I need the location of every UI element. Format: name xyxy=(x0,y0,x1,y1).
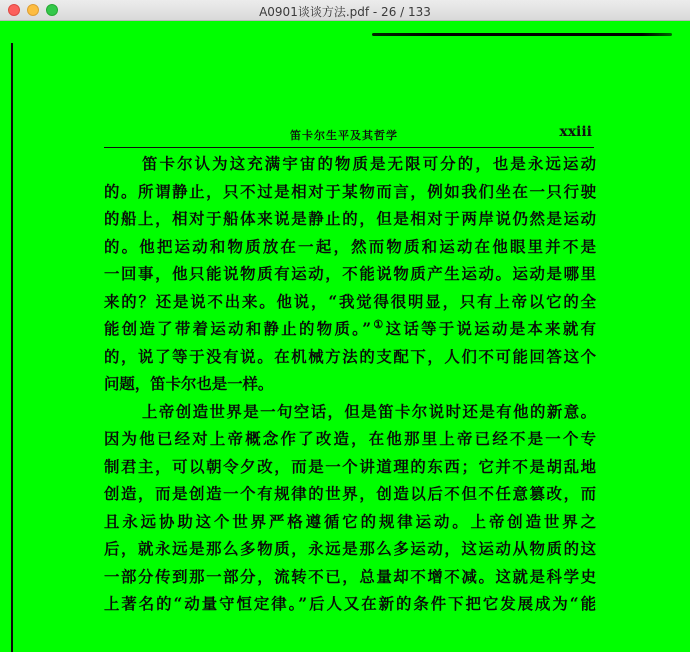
text-segment: 这话等于说运动是本来就有 xyxy=(385,320,596,338)
text-line: 创造，而是创造一个有规律的世界，创造以后不但不任意篡改，而 xyxy=(104,485,596,503)
text-line: 且永远协助这个世界严格遵循它的规律运动。上帝创造世界之 xyxy=(104,512,596,531)
text-line: 因为他已经对上帝概念作了改造，在他那里上帝已经不是一个专 xyxy=(104,430,596,448)
window-title: A0901谈谈方法.pdf - 26 / 133 xyxy=(259,5,431,19)
text-line: 的。他把运动和物质放在一起，然而物质和运动在他眼里并不是 xyxy=(104,237,596,256)
body-text xyxy=(104,151,596,619)
text-line: 一回事，他只能说物质有运动，不能说物质产生运动。运动是哪里 xyxy=(104,265,596,283)
text-segment: 能创造了带着运动和静止的物质。” xyxy=(104,320,372,338)
scan-artifact-stroke xyxy=(372,33,672,36)
text-line: 上帝创造世界是一句空话，但是笛卡尔说时还是有他的新意。 xyxy=(142,402,596,421)
text-line: 的，说了等于没有说。在机械方法的支配下，人们不可能回答这个 xyxy=(104,347,596,366)
running-header-title: 笛卡尔生平及其哲学 xyxy=(290,129,398,142)
text-line: 的船上，相对于船体来说是静止的，但是相对于两岸说仍然是运动 xyxy=(104,210,596,228)
title-bar[interactable] xyxy=(0,0,690,21)
pdf-page[interactable] xyxy=(0,21,690,652)
text-line: 制君主，可以朝令夕改，而是一个讲道理的东西；它并不是胡乱地 xyxy=(104,457,596,476)
text-line: 问题，笛卡尔也是一样。 xyxy=(104,375,274,393)
page-number: xxiii xyxy=(559,124,592,140)
footnote-marker[interactable]: ① xyxy=(371,317,386,331)
page-left-edge-line xyxy=(11,43,13,652)
text-line: 后，就永远是那么多物质，永远是那么多运动，这运动从物质的这 xyxy=(104,540,596,558)
text-line: 来的？还是说不出来。他说，“我觉得很明显，只有上帝以它的全 xyxy=(104,292,596,311)
text-line: 上著名的“动量守恒定律。”后人又在新的条件下把它发展成为“能 xyxy=(104,595,596,613)
text-line-with-footnote xyxy=(104,316,596,344)
text-line: 一部分传到那一部分，流转不已，总量却不增不减。这就是科学史 xyxy=(104,567,596,586)
running-header xyxy=(104,124,594,148)
text-line: 的。所谓静止，只不过是相对于某物而言，例如我们坐在一只行驶 xyxy=(104,182,596,201)
text-line: 笛卡尔认为这充满宇宙的物质是无限可分的，也是永远运动 xyxy=(142,155,596,173)
